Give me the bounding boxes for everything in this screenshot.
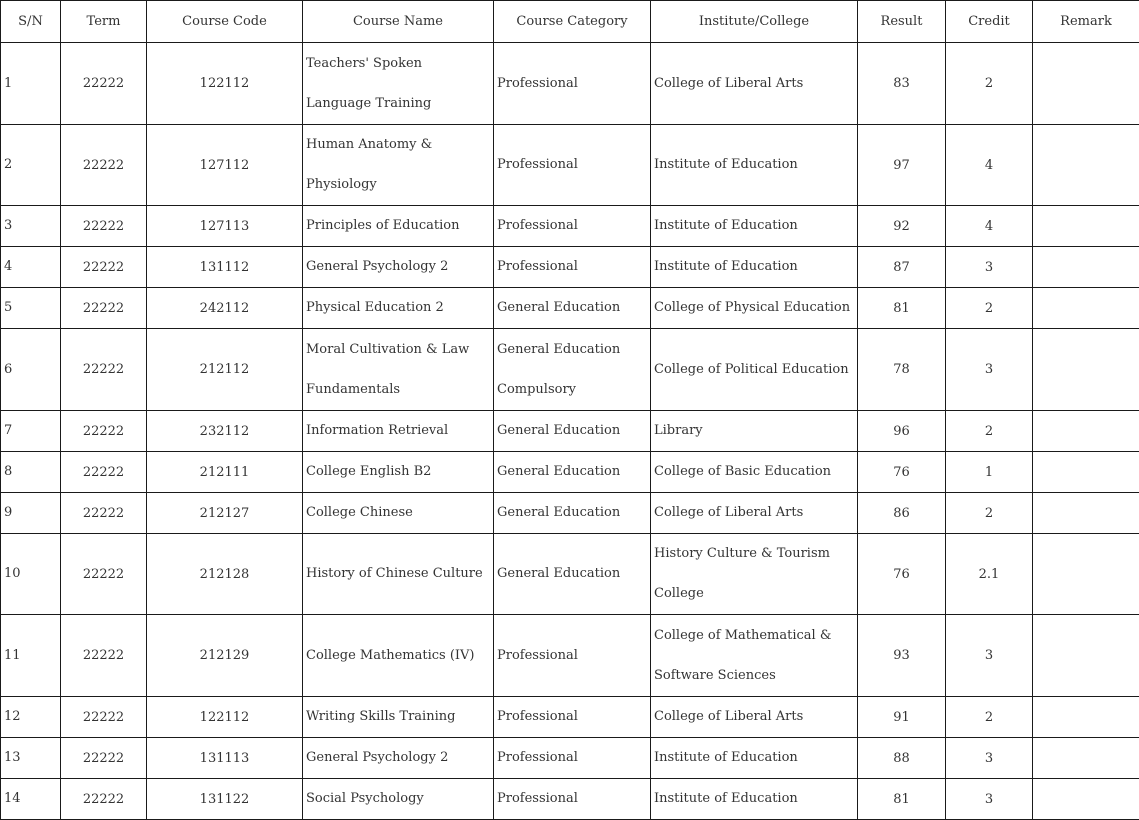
header-credit: Credit [946,1,1033,43]
cell-remark [1033,615,1139,697]
cell-remark [1033,206,1139,247]
cell-institute: College of Liberal Arts [651,697,858,738]
cell-course-code: 212128 [147,534,303,615]
cell-credit: 1 [946,452,1033,493]
cell-course-name: Teachers' Spoken Language Training [303,43,494,125]
cell-term: 22222 [61,738,147,779]
cell-institute: Library [651,411,858,452]
cell-course-code: 212111 [147,452,303,493]
cell-credit: 2 [946,697,1033,738]
header-course-code: Course Code [147,1,303,43]
table-row [1,779,1139,820]
cell-sn: 3 [1,206,61,247]
table-row [1,125,1139,206]
cell-result: 81 [858,288,946,329]
cell-sn: 10 [1,534,61,615]
table-row [1,738,1139,779]
cell-course-name: Information Retrieval [303,411,494,452]
cell-sn: 7 [1,411,61,452]
cell-credit: 3 [946,329,1033,411]
cell-institute: Institute of Education [651,247,858,288]
cell-term: 22222 [61,206,147,247]
cell-course-code: 122112 [147,43,303,125]
cell-course-category: General Education [494,411,651,452]
table-row [1,493,1139,534]
cell-remark [1033,738,1139,779]
cell-term: 22222 [61,697,147,738]
header-result: Result [858,1,946,43]
header-term: Term [61,1,147,43]
cell-course-code: 127112 [147,125,303,206]
table-row [1,329,1139,411]
table-row [1,206,1139,247]
cell-result: 88 [858,738,946,779]
cell-course-code: 131122 [147,779,303,820]
cell-institute: College of Liberal Arts [651,493,858,534]
cell-result: 81 [858,779,946,820]
cell-institute: College of Political Education [651,329,858,411]
cell-result: 86 [858,493,946,534]
cell-remark [1033,125,1139,206]
cell-remark [1033,779,1139,820]
cell-term: 22222 [61,452,147,493]
table-row [1,43,1139,125]
cell-course-code: 127113 [147,206,303,247]
cell-sn: 5 [1,288,61,329]
cell-result: 87 [858,247,946,288]
cell-sn: 13 [1,738,61,779]
cell-course-category: Professional [494,43,651,125]
cell-course-category: Professional [494,247,651,288]
cell-course-category: General Education [494,288,651,329]
cell-institute: College of Physical Education [651,288,858,329]
table-row [1,534,1139,615]
cell-result: 91 [858,697,946,738]
cell-credit: 2 [946,493,1033,534]
cell-credit: 2 [946,411,1033,452]
cell-credit: 4 [946,125,1033,206]
cell-remark [1033,43,1139,125]
cell-sn: 8 [1,452,61,493]
table-row [1,247,1139,288]
table-row [1,697,1139,738]
cell-institute: College of Liberal Arts [651,43,858,125]
cell-credit: 2 [946,288,1033,329]
header-row [1,1,1139,43]
cell-institute: Institute of Education [651,206,858,247]
cell-course-name: History of Chinese Culture [303,534,494,615]
cell-result: 93 [858,615,946,697]
table-row [1,615,1139,697]
cell-sn: 12 [1,697,61,738]
cell-result: 76 [858,534,946,615]
cell-credit: 3 [946,615,1033,697]
cell-course-name: Principles of Education [303,206,494,247]
cell-course-name: General Psychology 2 [303,738,494,779]
cell-sn: 4 [1,247,61,288]
cell-institute: Institute of Education [651,738,858,779]
cell-course-name: Physical Education 2 [303,288,494,329]
cell-sn: 9 [1,493,61,534]
header-course-name: Course Name [303,1,494,43]
cell-course-code: 242112 [147,288,303,329]
cell-remark [1033,452,1139,493]
cell-institute: History Culture & Tourism College [651,534,858,615]
cell-result: 83 [858,43,946,125]
cell-course-name: College Mathematics (IV) [303,615,494,697]
cell-course-code: 122112 [147,697,303,738]
cell-credit: 4 [946,206,1033,247]
table-row [1,452,1139,493]
cell-credit: 3 [946,247,1033,288]
cell-course-category: Professional [494,615,651,697]
cell-term: 22222 [61,125,147,206]
cell-term: 22222 [61,493,147,534]
cell-term: 22222 [61,779,147,820]
cell-credit: 2 [946,43,1033,125]
cell-remark [1033,329,1139,411]
cell-result: 92 [858,206,946,247]
header-sn: S/N [1,1,61,43]
cell-course-category: Professional [494,738,651,779]
cell-course-category: Professional [494,697,651,738]
cell-term: 22222 [61,247,147,288]
cell-remark [1033,411,1139,452]
header-institute: Institute/College [651,1,858,43]
table-row [1,288,1139,329]
cell-course-category: Professional [494,125,651,206]
header-course-category: Course Category [494,1,651,43]
cell-course-name: College English B2 [303,452,494,493]
cell-course-code: 131112 [147,247,303,288]
cell-term: 22222 [61,534,147,615]
cell-sn: 11 [1,615,61,697]
cell-course-category: Professional [494,779,651,820]
cell-course-category: Professional [494,206,651,247]
cell-credit: 3 [946,738,1033,779]
cell-result: 96 [858,411,946,452]
cell-result: 97 [858,125,946,206]
cell-course-code: 212112 [147,329,303,411]
cell-course-name: Human Anatomy & Physiology [303,125,494,206]
cell-remark [1033,247,1139,288]
cell-sn: 6 [1,329,61,411]
cell-course-name: General Psychology 2 [303,247,494,288]
cell-credit: 3 [946,779,1033,820]
cell-institute: Institute of Education [651,125,858,206]
cell-remark [1033,697,1139,738]
cell-institute: College of Basic Education [651,452,858,493]
cell-remark [1033,288,1139,329]
cell-result: 78 [858,329,946,411]
cell-institute: College of Mathematical & Software Sciences [651,615,858,697]
cell-course-code: 212127 [147,493,303,534]
cell-course-name: College Chinese [303,493,494,534]
cell-course-code: 131113 [147,738,303,779]
cell-result: 76 [858,452,946,493]
cell-course-name: Writing Skills Training [303,697,494,738]
cell-course-code: 212129 [147,615,303,697]
cell-term: 22222 [61,615,147,697]
cell-term: 22222 [61,43,147,125]
cell-term: 22222 [61,329,147,411]
cell-institute: Institute of Education [651,779,858,820]
cell-sn: 14 [1,779,61,820]
cell-course-category: General Education [494,452,651,493]
cell-course-category: General Education [494,534,651,615]
cell-sn: 1 [1,43,61,125]
cell-course-category: General Education Compulsory [494,329,651,411]
cell-course-name: Social Psychology [303,779,494,820]
cell-remark [1033,534,1139,615]
cell-term: 22222 [61,411,147,452]
cell-course-code: 232112 [147,411,303,452]
table-row [1,411,1139,452]
cell-course-category: General Education [494,493,651,534]
cell-course-name: Moral Cultivation & Law Fundamentals [303,329,494,411]
cell-credit: 2.1 [946,534,1033,615]
header-remark: Remark [1033,1,1139,43]
cell-sn: 2 [1,125,61,206]
cell-remark [1033,493,1139,534]
cell-term: 22222 [61,288,147,329]
